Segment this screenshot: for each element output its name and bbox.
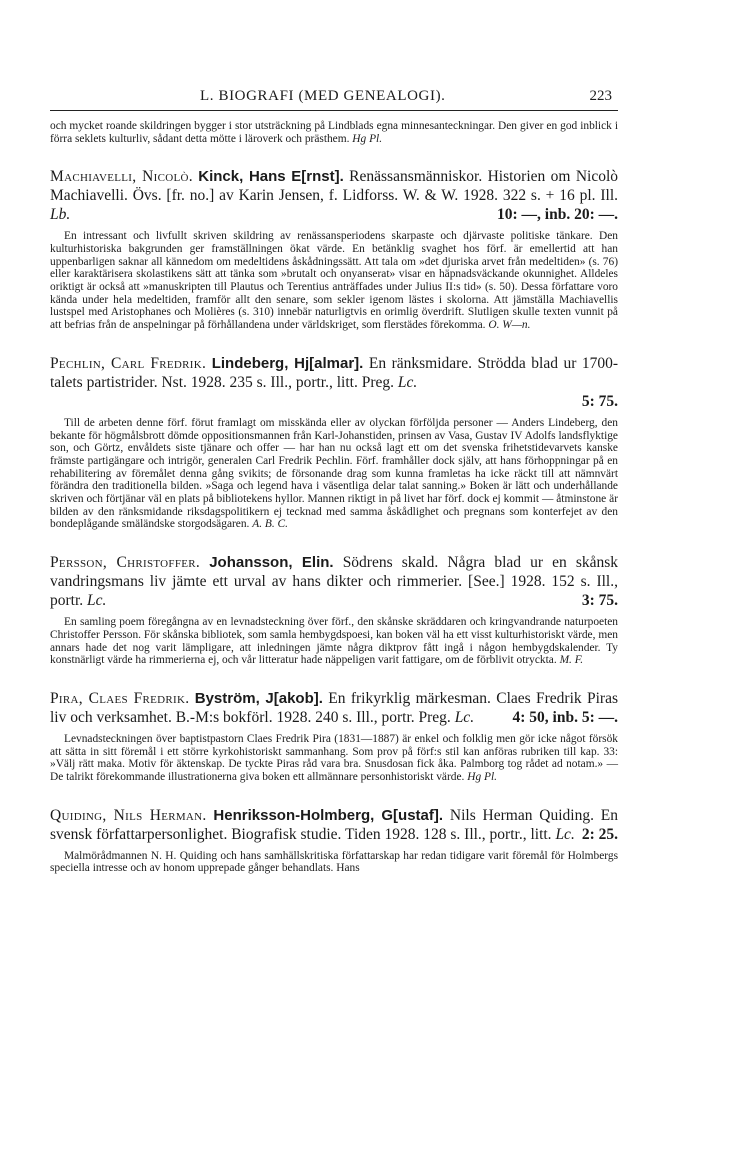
entry-library: Lb.	[50, 206, 71, 224]
entry-heading	[50, 806, 618, 844]
entry-price: 4: 50, inb. 5: —.	[512, 708, 618, 726]
review-text: En samling poem föregångna av en levnadsteckning över förf., den skånske skräddaren och kringvandrande naturpoeten Christoffer Persson. För skånska bibliotek, som samla hembygdspoesi, kan boken väl ha ett visst kulturhistoriskt värde, men annars hade det nog varit lämpligare, att inledningen jämte några diktprov fått ingå i någon hembygdskalender. Ty konstnärligt värde ha rimmerierna ej, och vår litteratur hade näppeligen varit fattigare, om de förblivit otryckta.	[50, 616, 618, 667]
review-text: Till de arbeten denne förf. förut framlagt om misskända eller av olyckan förföljda personer — Anders Lindeberg, den bekante för högmålsbrott dömde oppositionsmannen från Karl-Johanstiden, prinsen av Vasa, Gustav IV Adolfs landsflyktige son, och Görtz, envåldets siste tjänare och offer — har han nu också lagt ett om det svenska frihetstidevarvets kanske främste partigängare och intrigör, generalen Carl Fredrik Pechlin. Förf. framhåller dock själv, att hans förhoppningar på en rehabilitering av föremålet denna gång svikits; de försonande drag som kunna framletas ha icke räckt till att nämnvärt förändra den traditionella bilden. »Saga och legend hava i väsentliga delar talat sanning.» Boken är lätt och underhållande skriven och förtjänar väl en plats på bibliotekens hyllor. Mannen riktigt in på livet har förf. dock ej kommit — åtminstone är bilden av den ränksmidande riksdagspolitikern ej tecknad med samma åskådlighet och pregnans som konterfejet av den bondeplågande smäländske storgodsägaren.	[50, 416, 618, 531]
continuation-text: och mycket roande skildringen bygger i stor utsträckning på Lindblads egna minnesanteckningar. Den giver en god inblick i förra seklets kulturliv, sådant detta mötte i läroverk och prästhem.	[50, 120, 618, 145]
review-text: En intressant och livfullt skriven skildring av renässansperiodens skarpaste och djärvaste politiske tänkare. Den kulturhistoriska bakgrunden ger framställningen ökat värde. En betänklig svaghet hos förf. är emellertid att han uppenbarligen saknar all kännedom om medeltidens åskådningssätt. Att tala om »det djuriska arvet från medeltiden» (s. 76) eller karaktärisera skolastikens sätt att tänka som »brutalt och onyanserat» visar en häpnadsväckande okunnighet. Alldeles oriktigt är också att »manuskripten till Plautus och Terentius anträffades under Julius II:s tid» (s. 50). Dessa författare voro kända under hela medeltiden, framför allt den senare, som sekler igenom lästes i skolorna. Att jämställa Machiavellis lustspel med Aristophanes och Molières (s. 310) innebär naturligtvis en orimlig överdrift. Slutligen skulle texten vunnit på att befrias från de anspelningar på förhållandena under världskriget, som flerstädes förekomma.	[50, 230, 618, 332]
entry-library: Lc.	[555, 825, 575, 843]
entry-author: Henriksson-Holmberg, G[ustaf].	[213, 806, 444, 824]
entry-library: Lc.	[397, 373, 418, 391]
bibliography-entry	[50, 167, 618, 332]
entry-library: Lc.	[454, 708, 475, 726]
bibliography-entry	[50, 553, 618, 667]
review-text: Malmörådmannen N. H. Quiding och hans samhällskritiska författarskap har redan tidigare varit föremål för Holmbergs speciella intresse och av honom upprepade gånger behandlats. Hans	[50, 849, 618, 875]
entry-subject: Quiding, Nils Herman.	[50, 806, 207, 824]
entry-author: Lindeberg, Hj[almar].	[211, 354, 364, 372]
continuation-signature: Hg Pl.	[352, 132, 383, 145]
entry-review	[50, 733, 618, 784]
entry-details: Södrens skald. Några blad ur en skånsk vandringsmans liv jämte ett urval av hans dikter och rimmerier. [See.] 1928. 152 s. Ill., portr.	[50, 554, 619, 610]
entry-heading	[50, 354, 618, 411]
entry-review	[50, 417, 618, 531]
entry-details: En ränksmidare. Strödda blad ur 1700-talets partistrider. Nst. 1928. 235 s. Ill., portr., litt. Preg.	[50, 354, 619, 391]
entry-author: Byström, J[akob].	[194, 689, 323, 707]
running-header	[50, 88, 618, 111]
entry-review	[50, 850, 618, 875]
entry-details: Renässansmänniskor. Historien om Nicolò Machiavelli. Övs. [fr. no.] av Karin Jensen, f. Lidforss. W. & W. 1928. 322 s. + 16 pl. Ill.	[50, 168, 618, 205]
bibliography-entry	[50, 806, 618, 875]
entry-author: Kinck, Hans E[rnst].	[198, 168, 344, 186]
entry-subject: Machiavelli, Nicolò.	[50, 168, 193, 186]
review-signature: Hg Pl.	[467, 771, 497, 784]
entry-subject: Pechlin, Carl Fredrik.	[50, 354, 207, 372]
entry-heading	[50, 689, 618, 727]
review-signature: O. W—n.	[488, 319, 531, 332]
page	[50, 88, 618, 875]
review-signature: M. F.	[559, 654, 584, 667]
entry-price: 3: 75.	[581, 592, 618, 610]
entry-details: Nils Herman Quiding. En svensk författarpersonlighet. Biografisk studie. Tiden 1928. 128 s. Ill., portr., litt.	[50, 806, 618, 843]
entry-heading	[50, 553, 618, 610]
entry-price: 5: 75.	[581, 392, 618, 410]
entry-review	[50, 230, 618, 332]
bibliography-entry	[50, 689, 618, 784]
bibliography-entry	[50, 354, 618, 531]
entry-price: 10: —, inb. 20: —.	[497, 206, 618, 224]
header-title: L. BIOGRAFI (MED GENEALOGI).	[200, 88, 446, 104]
entry-subject: Persson, Christoffer.	[50, 554, 201, 572]
entry-review	[50, 616, 618, 667]
continuation-paragraph	[50, 120, 618, 145]
page-number: 223	[589, 88, 612, 104]
entry-author: Johansson, Elin.	[209, 554, 334, 572]
entry-heading	[50, 167, 618, 224]
review-text: Levnadsteckningen över baptistpastorn Claes Fredrik Pira (1831—1887) är enkel och folklig men gör icke något försök att sätta in sitt föremål i ett större kyrkohistoriskt sammanhang. Som prov på förf:s stil kan anföras rubriken till kap. 33: »Välj rätt maka. Motiv för äktenskap. De tyckte Piras råd vara bra. Snusdosan fick åka. Palmborg tog rådet ad notam.» — De talrikt förekommande illustrationerna giva boken ett allmännare personhistoriskt värde.	[50, 732, 618, 784]
entry-price: 2: 25.	[581, 825, 618, 843]
entry-library: Lc.	[87, 592, 107, 610]
entry-details: En frikyrklig märkesman. Claes Fredrik Piras liv och verksamhet. B.-M:s bokförl. 1928. 240 s. Ill., portr. Preg.	[50, 689, 618, 726]
review-signature: A. B. C.	[252, 518, 289, 531]
entry-subject: Pira, Claes Fredrik.	[50, 689, 190, 707]
